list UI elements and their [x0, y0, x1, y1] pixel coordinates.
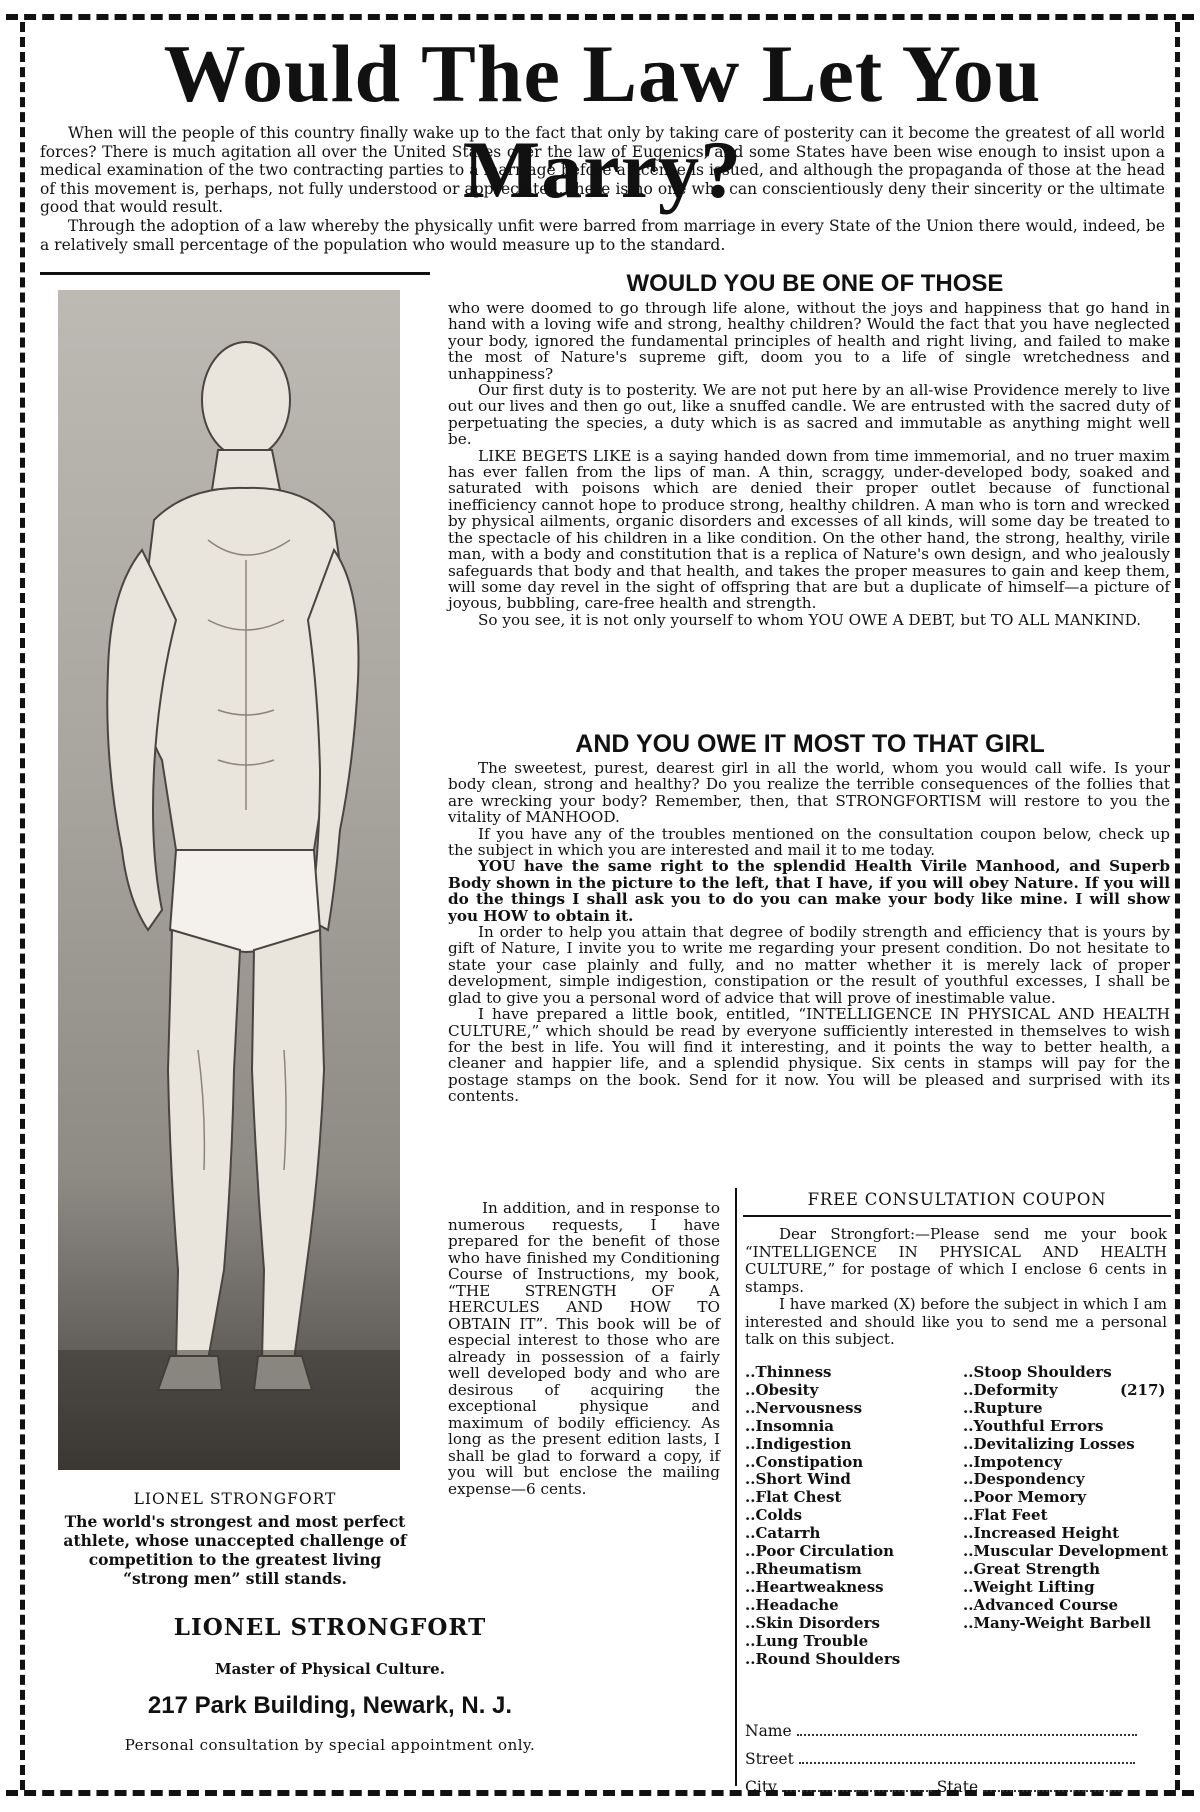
- checklist-item[interactable]: ..Heartweakness: [745, 1577, 884, 1596]
- street-label: Street: [745, 1750, 794, 1768]
- signature-address: 217 Park Building, Newark, N. J.: [147, 1692, 513, 1719]
- state-label: State: [936, 1778, 979, 1796]
- section2-body: [448, 760, 1170, 1105]
- intro-text: [40, 124, 1165, 254]
- signature-title: Master of Physical Culture.: [215, 1660, 445, 1678]
- addendum-paragraph: In addition, and in response to numerous requests, I have prepared for the benefit of those who have finished my Conditioning Course of Instructions, my book, “THE STRENGTH OF A HERCULES AND HOW TO OBTAIN IT”. This book will be of especial interest to those who are already in possession of a fairly well developed body and who are desirous of acquiring the exceptional physique and maximum of bodily efficiency. As long as the present edition lasts, I shall be glad to forward a copy, if you will but enclose the mailing expense—6 cents.: [448, 1199, 720, 1498]
- checklist-item[interactable]: ..Flat Chest: [745, 1488, 842, 1507]
- checklist-left-column: [745, 1364, 955, 1668]
- name-field[interactable]: [745, 1722, 1165, 1740]
- coupon-paragraph-1: Dear Strongfort:—Please send me your book “INTELLIGENCE IN PHYSICAL AND HEALTH CULTURE,” for postage of which I enclose 6 cents in stamps.: [745, 1225, 1167, 1296]
- section2-heading: AND YOU OWE IT MOST TO THAT GIRL: [575, 730, 1045, 758]
- checklist-item[interactable]: ..Devitalizing Losses: [963, 1434, 1135, 1453]
- section1-paragraph-4: So you see, it is not only yourself to whom YOU OWE A DEBT, but TO ALL MANKIND.: [478, 610, 1142, 629]
- athlete-photo: [58, 290, 400, 1470]
- checklist-item[interactable]: ..Despondency: [963, 1470, 1085, 1489]
- checklist-item[interactable]: ..Obesity: [745, 1380, 819, 1399]
- name-label: Name: [745, 1722, 792, 1740]
- checklist-item[interactable]: ..Constipation: [745, 1452, 864, 1471]
- left-dashed-border: [20, 22, 25, 1790]
- checklist-item[interactable]: ..Flat Feet: [963, 1506, 1048, 1525]
- checklist-item[interactable]: ..Great Strength: [963, 1559, 1101, 1578]
- checklist-item[interactable]: ..Impotency: [963, 1452, 1063, 1471]
- section2-paragraph-1: The sweetest, purest, dearest girl in all the world, whom you would call wife. Is your body clean, strong and healthy? Do you realize the terrible consequences of the follies that are wrecking your body? Remember, then, that STRONGFORTISM will restore to you the vitality of MANHOOD.: [448, 759, 1170, 827]
- street-field[interactable]: [745, 1750, 1165, 1768]
- checklist-item[interactable]: ..Increased Height: [963, 1524, 1120, 1543]
- checklist-item[interactable]: ..Deformity: [963, 1380, 1058, 1399]
- checklist-item[interactable]: ..Thinness: [745, 1363, 832, 1381]
- checklist-item[interactable]: ..Round Shoulders: [745, 1649, 901, 1668]
- coupon-body: [745, 1226, 1167, 1349]
- checklist-item[interactable]: ..Colds: [745, 1506, 803, 1525]
- city-label: City: [745, 1778, 777, 1796]
- city-state-field[interactable]: [745, 1778, 1165, 1796]
- coupon-paragraph-2: I have marked (X) before the subject in which I am interested and should like you to send me a personal talk on this subject.: [745, 1295, 1167, 1348]
- section1-heading: WOULD YOU BE ONE OF THOSE: [626, 270, 1004, 297]
- signature-note: Personal consultation by special appointment only.: [124, 1736, 536, 1754]
- checklist-item[interactable]: ..Rupture: [963, 1398, 1043, 1417]
- checklist-item[interactable]: ..Insomnia: [745, 1416, 835, 1435]
- section2-paragraph-4: In order to help you attain that degree of bodily strength and efficiency that is yours by gift of Nature, I invite you to write me regarding your present condition. Do not hesitate to state your case plainly and fully, and no matter whether it is merely lack of proper development, simple indigestion, constipation or the result of youthful excesses, I shall be glad to give you a personal word of advice that will prove of inestimable value.: [448, 923, 1170, 1007]
- checklist-item[interactable]: ..Muscular Development: [963, 1542, 1169, 1561]
- checklist-item[interactable]: ..Catarrh: [745, 1524, 821, 1543]
- photo-caption-description: The world's strongest and most perfect athlete, whose unaccepted challenge of competition to the greatest living “strong men” still stands.: [63, 1512, 407, 1588]
- top-dashed-border: [6, 14, 1194, 20]
- checklist-item[interactable]: ..Poor Circulation: [745, 1542, 894, 1561]
- section2-paragraph-2: If you have any of the troubles mentioned on the consultation coupon below, check up the subject in which you are interested and mail it to me today.: [448, 824, 1170, 860]
- divider: [40, 272, 430, 275]
- checklist-item[interactable]: ..Rheumatism: [745, 1559, 862, 1578]
- city-blank-line[interactable]: [782, 1778, 932, 1792]
- checklist-item[interactable]: ..Advanced Course: [963, 1595, 1119, 1614]
- coupon-code: (217): [1120, 1381, 1166, 1399]
- checklist-item[interactable]: ..Skin Disorders: [745, 1613, 880, 1632]
- headline: Would The Law Let You Marry?: [163, 28, 1042, 215]
- addendum-text: [448, 1200, 720, 1497]
- checklist-item[interactable]: ..Youthful Errors: [963, 1416, 1104, 1435]
- consultation-coupon: [735, 1188, 1173, 1796]
- coupon-title: FREE CONSULTATION COUPON: [743, 1190, 1171, 1217]
- street-blank-line[interactable]: [799, 1750, 1135, 1764]
- checklist-item[interactable]: ..Poor Memory: [963, 1488, 1087, 1507]
- coupon-border: [735, 1188, 737, 1786]
- checklist-item[interactable]: ..Headache: [745, 1595, 839, 1614]
- checklist-item[interactable]: ..Stoop Shoulders: [963, 1363, 1112, 1381]
- checklist-item[interactable]: ..Weight Lifting: [963, 1577, 1095, 1596]
- checklist-item[interactable]: ..Short Wind: [745, 1470, 851, 1489]
- intro-paragraph-1: When will the people of this country finally wake up to the fact that only by taking care of posterity can it become the greatest of all world forces? There is much agitation all over the United States over the law of Eugenics, and some States have been wise enough to insist upon a medical examination of the two contracting parties to a marriage before a license is issued, and although the propaganda of those at the head of this movement is, perhaps, not fully understood or appreciated, there is no one who can conscientiously deny their sincerity or the ultimate good that would result.: [40, 124, 1165, 217]
- photo-caption-name: LIONEL STRONGFORT: [133, 1490, 337, 1508]
- section1-body: [448, 300, 1170, 628]
- section2-paragraph-5: I have prepared a little book, entitled, “INTELLIGENCE IN PHYSICAL AND HEALTH CULTURE,” which should be read by everyone sufficiently interested in themselves to wish for the best in life. You will find it interesting, and it points the way to better health, a cleaner and happier life, and a splendid physique. Six cents in stamps will pay for the postage stamps on the book. Send for it now. You will be pleased and surprised with its contents.: [448, 1005, 1170, 1106]
- intro-paragraph-2: Through the adoption of a law whereby the physically unfit were barred from marriage in every State of the Union there would, indeed, be a relatively small percentage of the population who would measure up to the standard.: [40, 216, 1165, 254]
- name-blank-line[interactable]: [797, 1722, 1137, 1736]
- section1-paragraph-2: Our first duty is to posterity. We are not put here by an all-wise Providence merely to live out our lives and then go out, like a snuffed candle. We are entrusted with the sacred duty of perpetuating the species, a duty which is as sacred and immutable as anything might well be.: [448, 381, 1170, 449]
- checklist-item[interactable]: ..Lung Trouble: [745, 1631, 869, 1650]
- checklist-right-column: [963, 1364, 1169, 1633]
- signature-name: LIONEL STRONGFORT: [173, 1614, 487, 1641]
- checklist-item[interactable]: ..Nervousness: [745, 1398, 863, 1417]
- state-blank-line[interactable]: [983, 1778, 1123, 1792]
- section2-paragraph-3: YOU have the same right to the splendid Health Virile Manhood, and Superb Body shown in the picture to the left, that I have, if you will obey Nature. If you will do the things I shall ask you to do you can make your body like mine. I will show you HOW to obtain it.: [448, 857, 1170, 925]
- checklist-item[interactable]: ..Many-Weight Barbell: [963, 1613, 1151, 1632]
- section1-paragraph-1: who were doomed to go through life alone, without the joys and happiness that go hand in hand with a loving wife and strong, healthy children? Would the fact that you have neglected your body, ignored the fundamental principles of health and right living, and failed to make the most of Nature's supreme gift, doom you to a life of single wretchedness and unhappiness?: [448, 299, 1170, 383]
- section1-paragraph-3: LIKE BEGETS LIKE is a saying handed down from time immemorial, and no truer maxim has ever fallen from the lips of man. A thin, scraggy, under-developed body, soaked and saturated with poisons which are denied their proper outlet because of functional inefficiency cannot hope to produce strong, healthy children. A man who is torn and wrecked by physical ailments, organic disorders and excesses of all kinds, will some day be treated to the spectacle of his children in a like condition. On the other hand, the strong, healthy, virile man, with a body and constitution that is a replica of Nature's own design, and who jealously safeguards that body and that health, and takes the proper measures to gain and keep them, will some day revel in the sight of offspring that are but a duplicate of himself—a picture of joyous, bubbling, care-free health and strength.: [448, 446, 1170, 613]
- checklist-item[interactable]: ..Indigestion: [745, 1434, 852, 1453]
